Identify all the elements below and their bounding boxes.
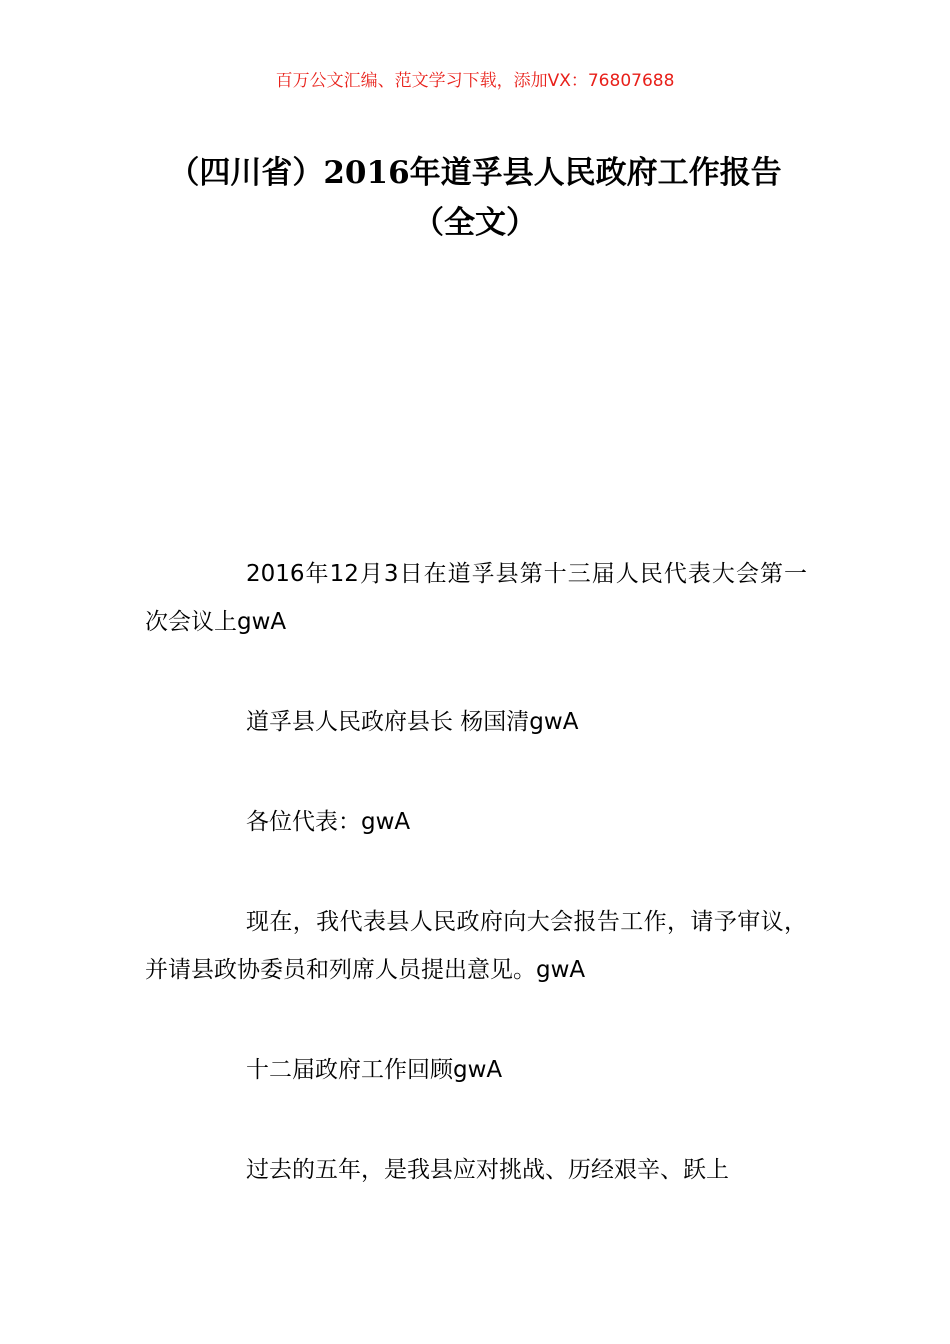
document-title: （四川省）2016年道孚县人民政府工作报告（全文） <box>168 155 782 241</box>
paragraph-speaker: 道孚县人民政府县长 杨国清gwA <box>246 709 579 735</box>
paragraph-review: 过去的五年，是我县应对挑战、历经艰辛、跃上 <box>246 1157 729 1183</box>
paragraph-salutation: 各位代表：gwA <box>246 809 411 835</box>
header-watermark-text: 百万公文汇编、范文学习下载，添加VX：76807688 <box>275 71 675 91</box>
section-heading: 十二届政府工作回顾gwA <box>246 1057 503 1083</box>
document-body <box>145 550 807 1246</box>
paragraph-intro: 现在，我代表县人民政府向大会报告工作，请予审议，并请县政协委员和列席人员提出意见。gwA <box>145 909 807 983</box>
paragraph-meeting-info: 2016年12月3日在道孚县第十三届人民代表大会第一次会议上gwA <box>145 561 807 635</box>
